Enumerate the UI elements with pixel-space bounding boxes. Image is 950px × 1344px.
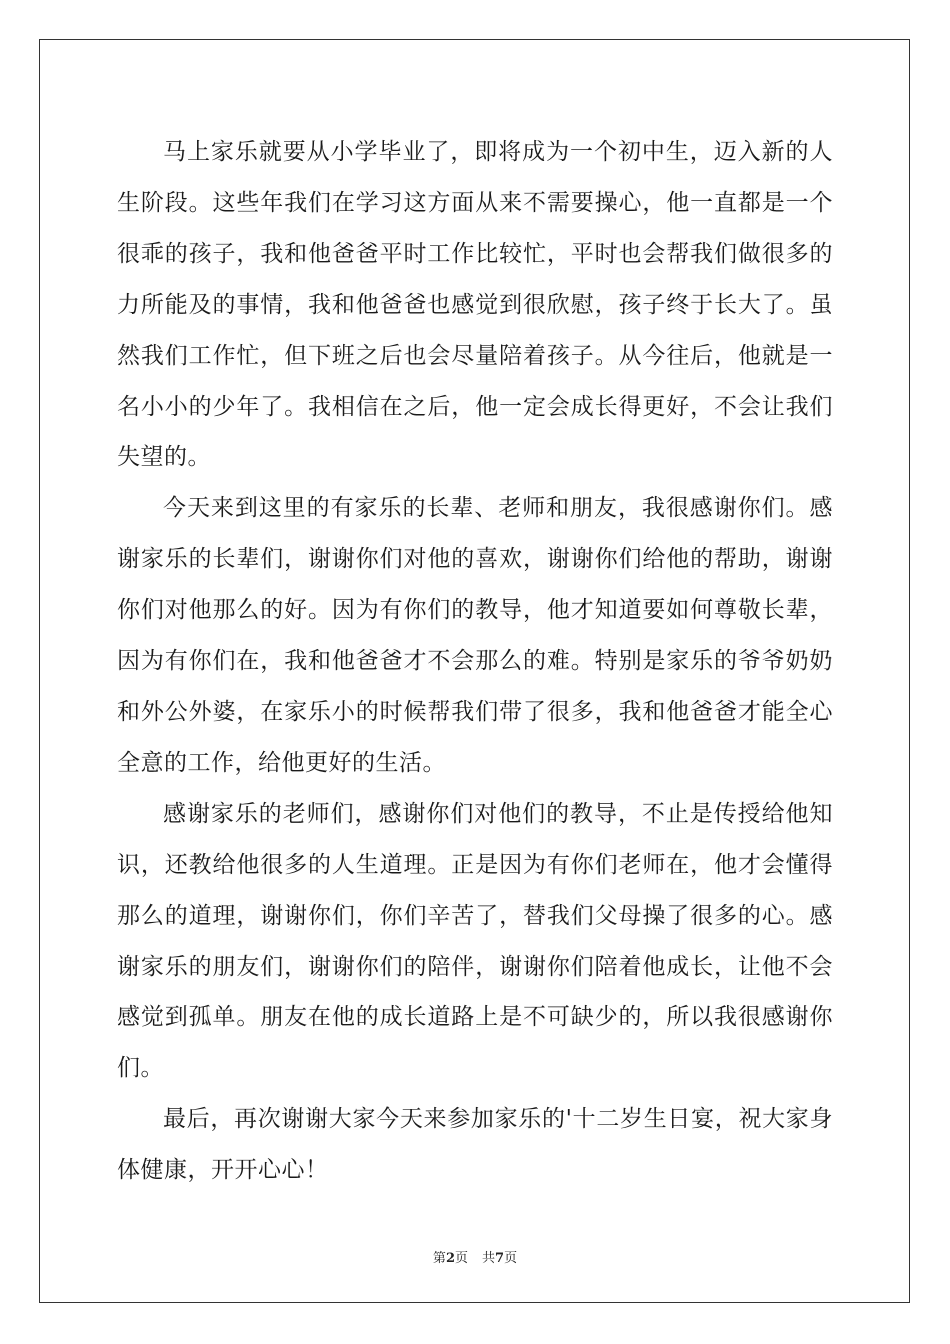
paragraph-3: 感谢家乐的老师们，感谢你们对他们的教导，不止是传授给他知识，还教给他很多的人生道理。正是因为有你们老师在，他才会懂得那么的道理，谢谢你们，你们辛苦了，替我们父母操了很多的心。感谢家乐的朋友们，谢谢你们的陪伴，谢谢你们陪着他成长，让他不会感觉到孤单。朋友在他的成长道路上是不可缺少的，所以我很感谢你们。 [117,800,833,1082]
page-footer [0,1247,950,1266]
paragraph-1: 马上家乐就要从小学毕业了，即将成为一个初中生，迈入新的人生阶段。这些年我们在学习这方面从来不需要操心，他一直都是一个很乖的孩子，我和他爸爸平时工作比较忙，平时也会帮我们做很多的力所能及的事情，我和他爸爸也感觉到很欣慰，孩子终于长大了。虽然我们工作忙，但下班之后也会尽量陪着孩子。从今往后，他就是一名小小的少年了。我相信在之后，他一定会成长得更好，不会让我们失望的。 [117,139,833,471]
document-body [117,127,833,1196]
paragraph-2: 今天来到这里的有家乐的长辈、老师和朋友，我很感谢你们。感谢家乐的长辈们，谢谢你们对他的喜欢，谢谢你们给他的帮助，谢谢你们对他那么的好。因为有你们的教导，他才知道要如何尊敬长辈，因为有你们在，我和他爸爸才不会那么的难。特别是家乐的爷爷奶奶和外公外婆，在家乐小的时候帮我们带了很多，我和他爸爸才能全心全意的工作，给他更好的生活。 [117,495,833,776]
page-suffix: 页 [454,1251,468,1266]
total-prefix: 共 [482,1251,496,1266]
page-prefix: 第 [432,1251,446,1266]
page-current: 2 [445,1251,455,1266]
total-suffix: 页 [504,1251,518,1266]
page-total: 7 [495,1251,505,1266]
paragraph-4: 最后，再次谢谢大家今天来参加家乐的'十二岁生日宴，祝大家身体健康，开开心心！ [117,1106,833,1184]
